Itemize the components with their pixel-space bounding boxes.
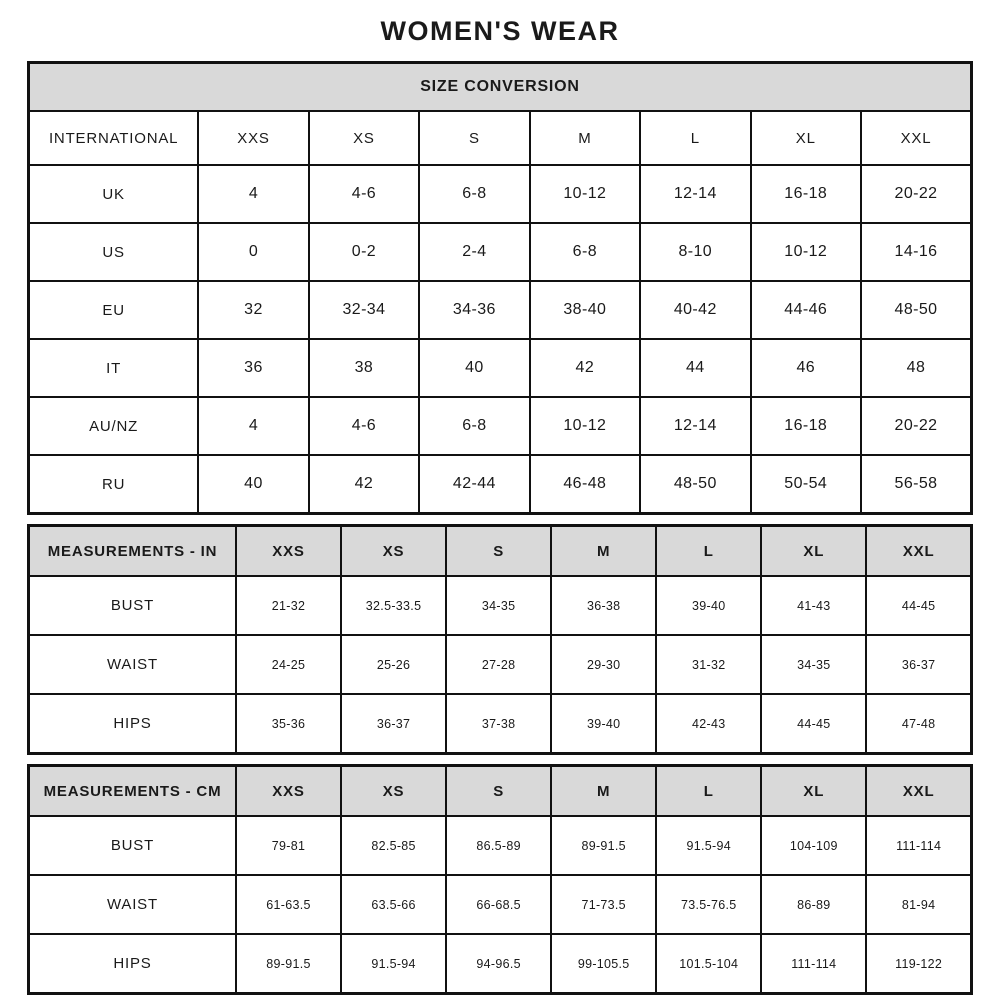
table-cell: 61-63.5 bbox=[236, 875, 341, 934]
row-label-hips: HIPS bbox=[29, 694, 236, 754]
table-cell: 89-91.5 bbox=[236, 934, 341, 994]
table-cell: 0 bbox=[198, 223, 308, 281]
row-label-bust: BUST bbox=[29, 816, 236, 875]
column-header-international: INTERNATIONAL bbox=[29, 111, 199, 165]
table-cell: 42 bbox=[530, 339, 640, 397]
table-cell: 36 bbox=[198, 339, 308, 397]
column-header-s: S bbox=[446, 526, 551, 577]
table-cell: 91.5-94 bbox=[656, 816, 761, 875]
table-row-waist bbox=[29, 635, 972, 694]
page-title: WOMEN'S WEAR bbox=[380, 16, 620, 46]
table-row-waist bbox=[29, 875, 972, 934]
table-row-bust bbox=[29, 816, 972, 875]
table-cell: 40 bbox=[419, 339, 529, 397]
table-cell: 82.5-85 bbox=[341, 816, 446, 875]
table-cell: 56-58 bbox=[861, 455, 972, 514]
measurements-cm-table bbox=[27, 764, 973, 995]
row-label-ru: RU bbox=[29, 455, 199, 514]
column-header-xxl: XXL bbox=[861, 111, 972, 165]
table-cell: 50-54 bbox=[751, 455, 861, 514]
column-header-m: M bbox=[530, 111, 640, 165]
table-cell: 37-38 bbox=[446, 694, 551, 754]
table-cell: 8-10 bbox=[640, 223, 750, 281]
table-cell: 104-109 bbox=[761, 816, 866, 875]
table-banner-row bbox=[29, 63, 972, 112]
row-label-uk: UK bbox=[29, 165, 199, 223]
table-cell: 47-48 bbox=[866, 694, 971, 754]
table-cell: 25-26 bbox=[341, 635, 446, 694]
column-header-xxl: XXL bbox=[866, 526, 971, 577]
table-cell: 16-18 bbox=[751, 397, 861, 455]
table-cell: 32.5-33.5 bbox=[341, 576, 446, 635]
size-conversion-table bbox=[27, 61, 973, 515]
table-cell: 44 bbox=[640, 339, 750, 397]
table-row-us bbox=[29, 223, 972, 281]
column-header-l: L bbox=[640, 111, 750, 165]
column-header-xxl: XXL bbox=[866, 766, 971, 817]
table-cell: 36-37 bbox=[341, 694, 446, 754]
table-cell: 6-8 bbox=[419, 397, 529, 455]
table-cell: 40-42 bbox=[640, 281, 750, 339]
table-row-hips bbox=[29, 934, 972, 994]
table-cell: 20-22 bbox=[861, 165, 972, 223]
table-cell: 20-22 bbox=[861, 397, 972, 455]
table-cell: 39-40 bbox=[551, 694, 656, 754]
row-label-waist: WAIST bbox=[29, 635, 236, 694]
table-cell: 99-105.5 bbox=[551, 934, 656, 994]
table-cell: 10-12 bbox=[530, 397, 640, 455]
row-label-eu: EU bbox=[29, 281, 199, 339]
table-cell: 4 bbox=[198, 165, 308, 223]
table-cell: 40 bbox=[198, 455, 308, 514]
table-row-bust bbox=[29, 576, 972, 635]
table-cell: 6-8 bbox=[530, 223, 640, 281]
table-cell: 39-40 bbox=[656, 576, 761, 635]
column-header-s: S bbox=[419, 111, 529, 165]
table-cell: 73.5-76.5 bbox=[656, 875, 761, 934]
table-cell: 101.5-104 bbox=[656, 934, 761, 994]
table-cell: 66-68.5 bbox=[446, 875, 551, 934]
table-row-ru bbox=[29, 455, 972, 514]
table-cell: 48 bbox=[861, 339, 972, 397]
table-cell: 35-36 bbox=[236, 694, 341, 754]
table-cell: 81-94 bbox=[866, 875, 971, 934]
table-cell: 63.5-66 bbox=[341, 875, 446, 934]
table-cell: 2-4 bbox=[419, 223, 529, 281]
table-cell: 27-28 bbox=[446, 635, 551, 694]
table-cell: 4 bbox=[198, 397, 308, 455]
measurements-in-table bbox=[27, 524, 973, 755]
table-cell: 86.5-89 bbox=[446, 816, 551, 875]
table-cell: 4-6 bbox=[309, 165, 419, 223]
column-header-xxs: XXS bbox=[236, 766, 341, 817]
measurements-cm-header: MEASUREMENTS - CM bbox=[29, 766, 236, 817]
table-cell: 44-45 bbox=[761, 694, 866, 754]
table-row-eu bbox=[29, 281, 972, 339]
table-spacer bbox=[27, 515, 973, 524]
table-cell: 0-2 bbox=[309, 223, 419, 281]
table-cell: 79-81 bbox=[236, 816, 341, 875]
column-header-xxs: XXS bbox=[236, 526, 341, 577]
table-cell: 10-12 bbox=[530, 165, 640, 223]
table-cell: 48-50 bbox=[640, 455, 750, 514]
table-cell: 48-50 bbox=[861, 281, 972, 339]
table-row-uk bbox=[29, 165, 972, 223]
column-header-xxs: XXS bbox=[198, 111, 308, 165]
table-cell: 46 bbox=[751, 339, 861, 397]
column-header-xl: XL bbox=[761, 766, 866, 817]
table-cell: 31-32 bbox=[656, 635, 761, 694]
table-cell: 42-44 bbox=[419, 455, 529, 514]
column-header-row bbox=[29, 766, 972, 817]
column-header-row bbox=[29, 526, 972, 577]
row-label-us: US bbox=[29, 223, 199, 281]
column-header-xs: XS bbox=[341, 526, 446, 577]
table-cell: 10-12 bbox=[751, 223, 861, 281]
column-header-m: M bbox=[551, 526, 656, 577]
table-cell: 89-91.5 bbox=[551, 816, 656, 875]
table-cell: 111-114 bbox=[761, 934, 866, 994]
table-cell: 34-36 bbox=[419, 281, 529, 339]
table-cell: 36-38 bbox=[551, 576, 656, 635]
table-cell: 21-32 bbox=[236, 576, 341, 635]
table-cell: 86-89 bbox=[761, 875, 866, 934]
table-cell: 44-46 bbox=[751, 281, 861, 339]
table-cell: 29-30 bbox=[551, 635, 656, 694]
table-cell: 38-40 bbox=[530, 281, 640, 339]
column-header-xl: XL bbox=[761, 526, 866, 577]
row-label-it: IT bbox=[29, 339, 199, 397]
row-label-bust: BUST bbox=[29, 576, 236, 635]
column-header-xs: XS bbox=[341, 766, 446, 817]
table-spacer bbox=[27, 755, 973, 764]
table-cell: 12-14 bbox=[640, 397, 750, 455]
column-header-s: S bbox=[446, 766, 551, 817]
table-row-aunz bbox=[29, 397, 972, 455]
table-cell: 34-35 bbox=[446, 576, 551, 635]
table-cell: 4-6 bbox=[309, 397, 419, 455]
row-label-hips: HIPS bbox=[29, 934, 236, 994]
table-cell: 34-35 bbox=[761, 635, 866, 694]
table-cell: 32 bbox=[198, 281, 308, 339]
column-header-xs: XS bbox=[309, 111, 419, 165]
table-cell: 42 bbox=[309, 455, 419, 514]
table-row-hips bbox=[29, 694, 972, 754]
table-row-it bbox=[29, 339, 972, 397]
table-cell: 24-25 bbox=[236, 635, 341, 694]
table-cell: 94-96.5 bbox=[446, 934, 551, 994]
table-cell: 16-18 bbox=[751, 165, 861, 223]
table-cell: 42-43 bbox=[656, 694, 761, 754]
column-header-l: L bbox=[656, 526, 761, 577]
table-cell: 46-48 bbox=[530, 455, 640, 514]
column-header-l: L bbox=[656, 766, 761, 817]
table-cell: 44-45 bbox=[866, 576, 971, 635]
column-header-row bbox=[29, 111, 972, 165]
table-cell: 12-14 bbox=[640, 165, 750, 223]
table-cell: 91.5-94 bbox=[341, 934, 446, 994]
row-label-aunz: AU/NZ bbox=[29, 397, 199, 455]
table-cell: 41-43 bbox=[761, 576, 866, 635]
column-header-m: M bbox=[551, 766, 656, 817]
table-cell: 32-34 bbox=[309, 281, 419, 339]
table-cell: 119-122 bbox=[866, 934, 971, 994]
size-conversion-banner: SIZE CONVERSION bbox=[29, 63, 972, 112]
table-cell: 6-8 bbox=[419, 165, 529, 223]
table-cell: 36-37 bbox=[866, 635, 971, 694]
table-cell: 71-73.5 bbox=[551, 875, 656, 934]
table-cell: 38 bbox=[309, 339, 419, 397]
row-label-waist: WAIST bbox=[29, 875, 236, 934]
table-cell: 111-114 bbox=[866, 816, 971, 875]
column-header-xl: XL bbox=[751, 111, 861, 165]
table-cell: 14-16 bbox=[861, 223, 972, 281]
measurements-in-header: MEASUREMENTS - IN bbox=[29, 526, 236, 577]
